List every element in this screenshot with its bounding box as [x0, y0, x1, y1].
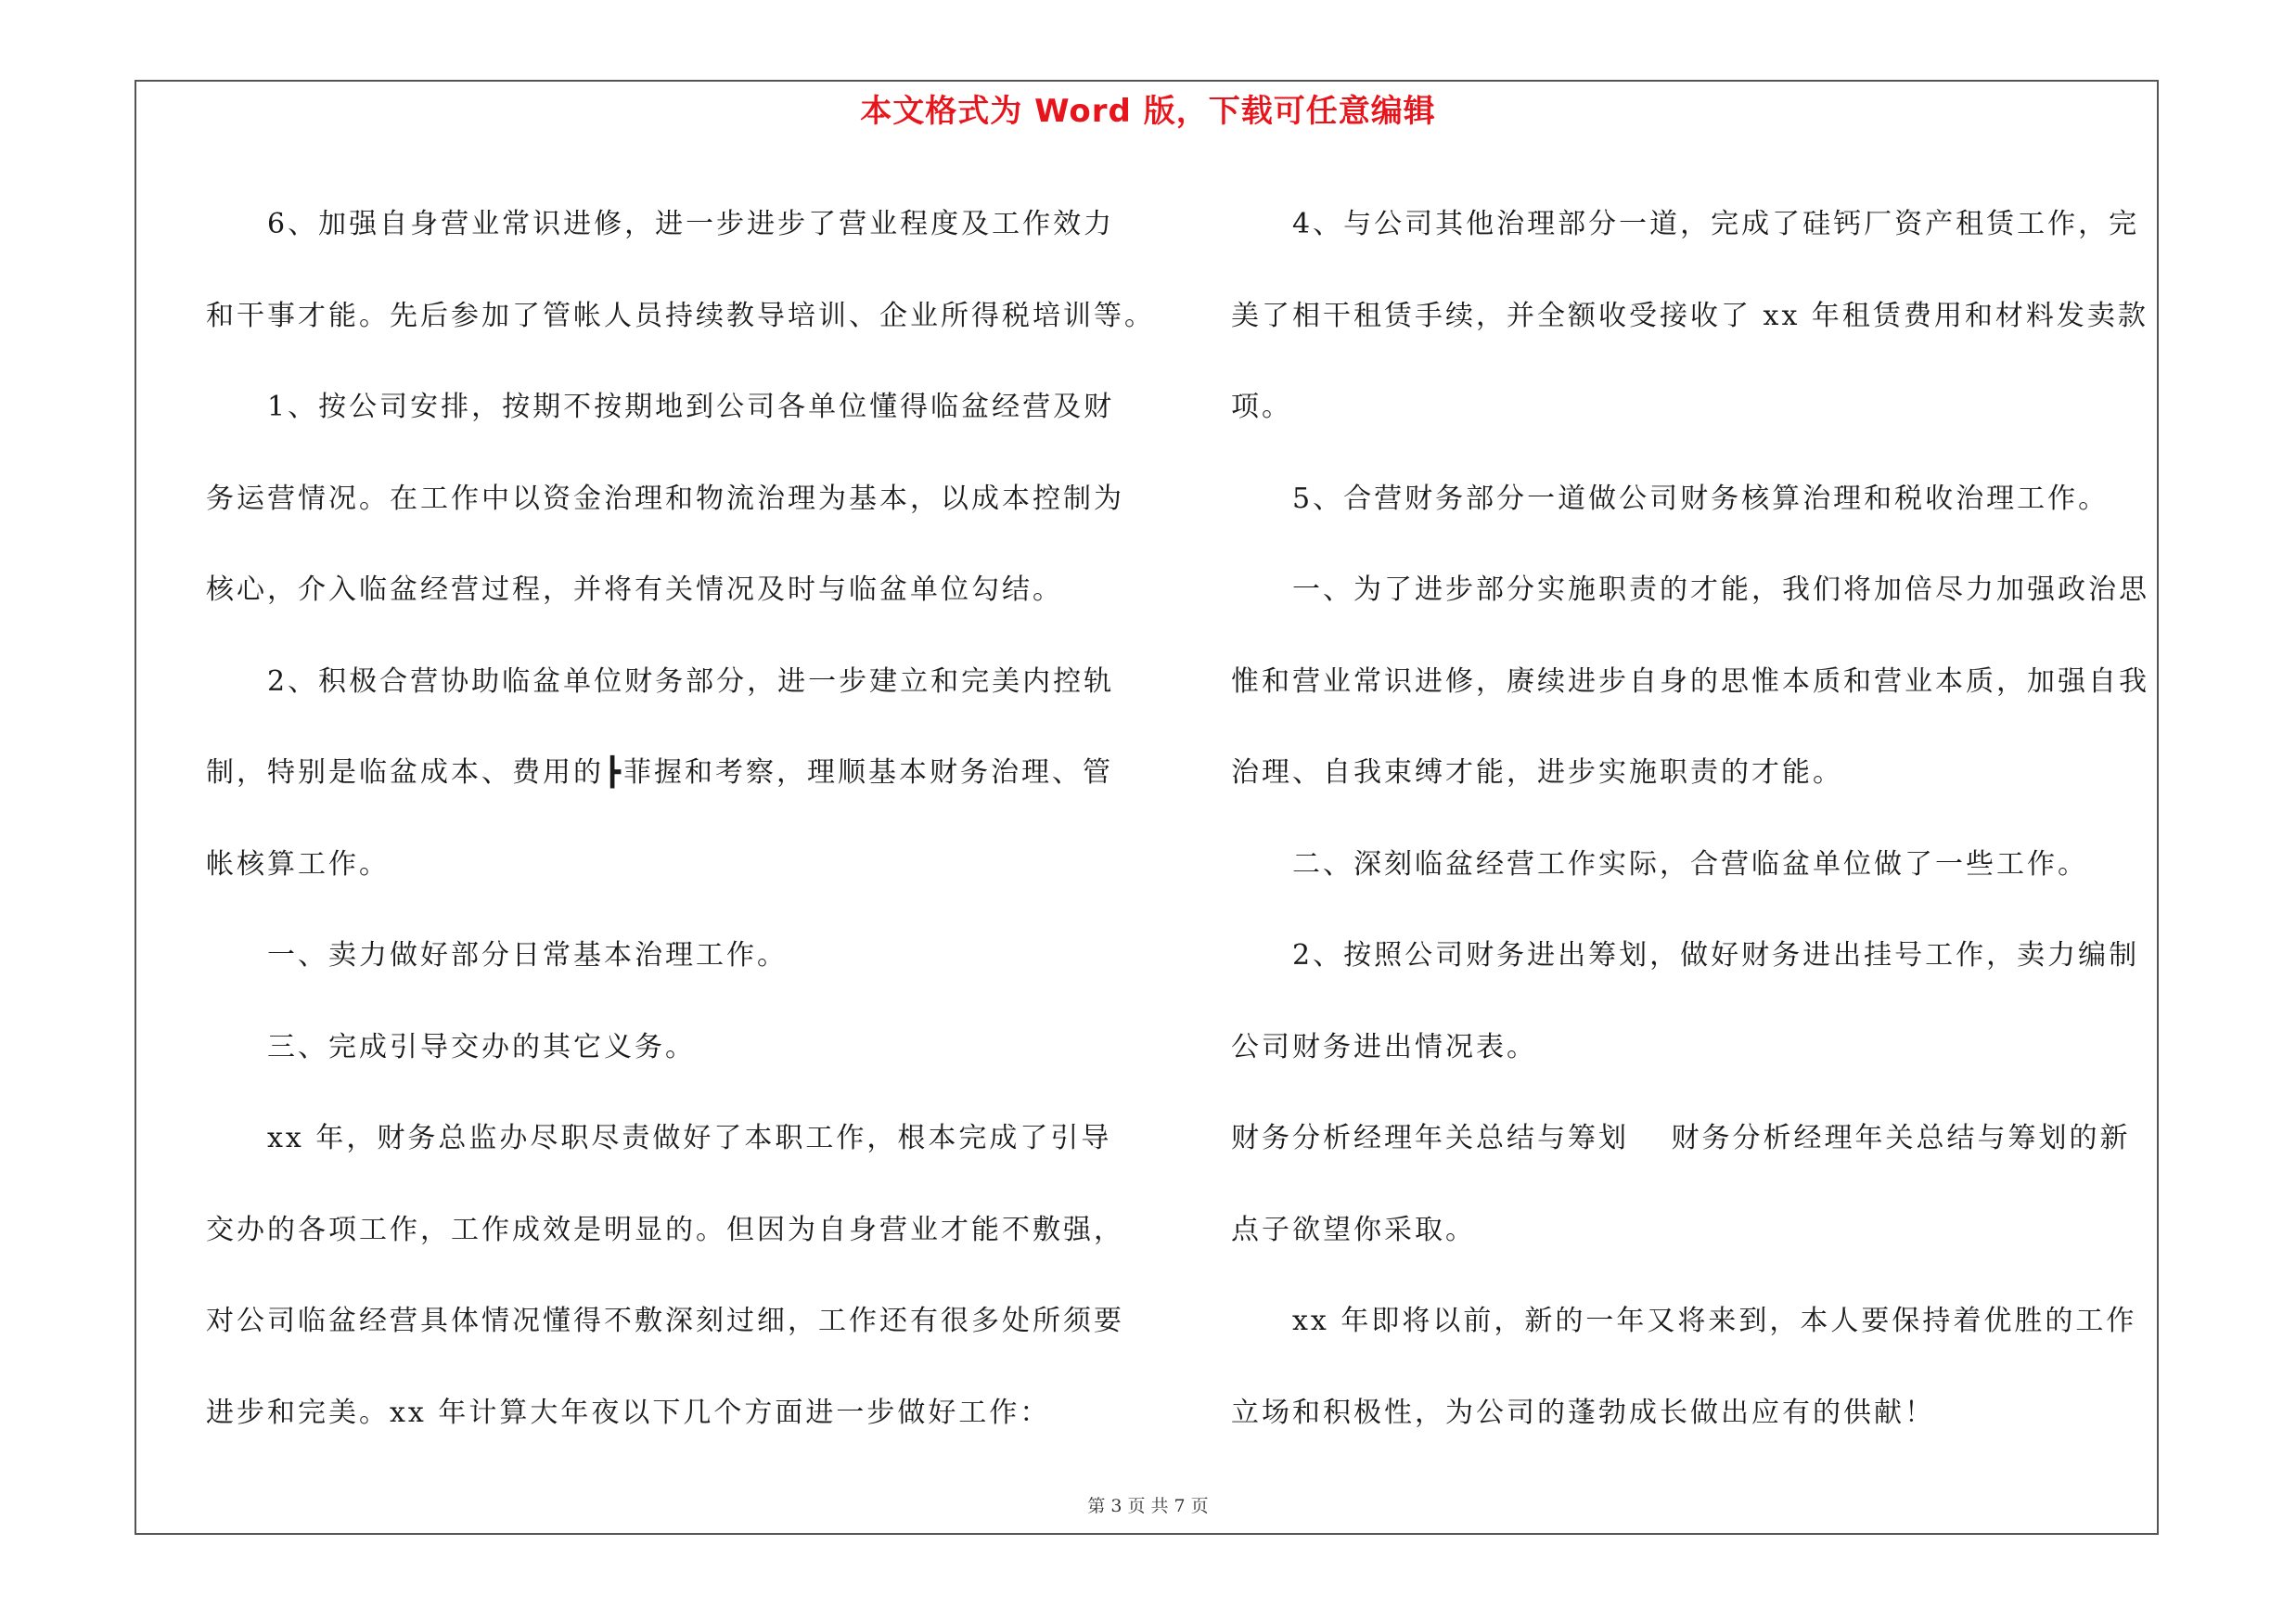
text-line: 交办的各项工作，工作成效是明显的。但因为自身营业才能不敷强，: [206, 1213, 1124, 1246]
text-line: 三、完成引导交办的其它义务。: [267, 1030, 696, 1063]
text-line: 一、为了进步部分实施职责的才能，我们将加倍尽力加强政治思: [1292, 573, 2149, 606]
right-column: [1231, 179, 2159, 1459]
page-number-footer: 第 3 页 共 7 页: [1087, 1496, 1209, 1516]
text-line: 治理、自我束缚才能，进步实施职责的才能。: [1231, 756, 1843, 789]
text-line: 和干事才能。先后参加了管帐人员持续教导培训、企业所得税培训等。: [206, 299, 1155, 332]
text-line: 美了相干租赁手续，并全额收受接收了 xx 年租赁费用和材料发卖款: [1231, 299, 2148, 332]
text-line: 立场和积极性，为公司的蓬勃成长做出应有的供献！: [1231, 1396, 1935, 1429]
text-line: 6、加强自身营业常识进修，进一步进步了营业程度及工作效力: [267, 208, 1115, 240]
text-line: 制，特别是临盆成本、费用的┣菲握和考察，理顺基本财务治理、管: [206, 756, 1114, 789]
text-line: 对公司临盆经营具体情况懂得不敷深刻过细，工作还有很多处所须要: [206, 1305, 1124, 1337]
text-line: 项。: [1231, 391, 1292, 423]
text-line: 财务分析经理年关总结与筹划 财务分析经理年关总结与筹划的新: [1231, 1122, 2131, 1154]
text-line: xx 年即将以前，新的一年又将来到，本人要保持着优胜的工作: [1292, 1305, 2137, 1337]
text-line: 4、与公司其他治理部分一道，完成了硅钙厂资产租赁工作，完: [1292, 208, 2140, 240]
text-line: 帐核算工作。: [206, 847, 390, 881]
text-line: 核心，介入临盆经营过程，并将有关情况及时与临盆单位勾结。: [206, 573, 1063, 606]
left-column: [206, 179, 1155, 1459]
text-line: 2、按照公司财务进出筹划，做好财务进出挂号工作，卖力编制: [1292, 939, 2140, 972]
text-line: 5、合营财务部分一道做公司财务核算治理和税收治理工作。: [1292, 482, 2110, 515]
text-line: 二、深刻临盆经营工作实际，合营临盆单位做了一些工作。: [1292, 847, 2088, 881]
text-line: 进步和完美。xx 年计算大年夜以下几个方面进一步做好工作：: [206, 1396, 1051, 1429]
text-line: 公司财务进出情况表。: [1231, 1030, 1537, 1063]
text-line: 务运营情况。在工作中以资金治理和物流治理为基本，以成本控制为: [206, 482, 1124, 515]
text-line: 2、积极合营协助临盆单位财务部分，进一步建立和完美内控轨: [267, 664, 1115, 698]
text-line: 点子欲望你采取。: [1231, 1213, 1476, 1246]
format-banner: 本文格式为 Word 版，下载可任意编辑: [860, 93, 1436, 130]
text-line: xx 年，财务总监办尽职尽责做好了本职工作，根本完成了引导: [267, 1122, 1112, 1154]
text-line: 1、按公司安排，按期不按期地到公司各单位懂得临盆经营及财: [267, 391, 1115, 423]
text-line: 惟和营业常识进修，赓续进步自身的思惟本质和营业本质，加强自我: [1231, 664, 2149, 698]
text-line: 一、卖力做好部分日常基本治理工作。: [267, 939, 788, 972]
